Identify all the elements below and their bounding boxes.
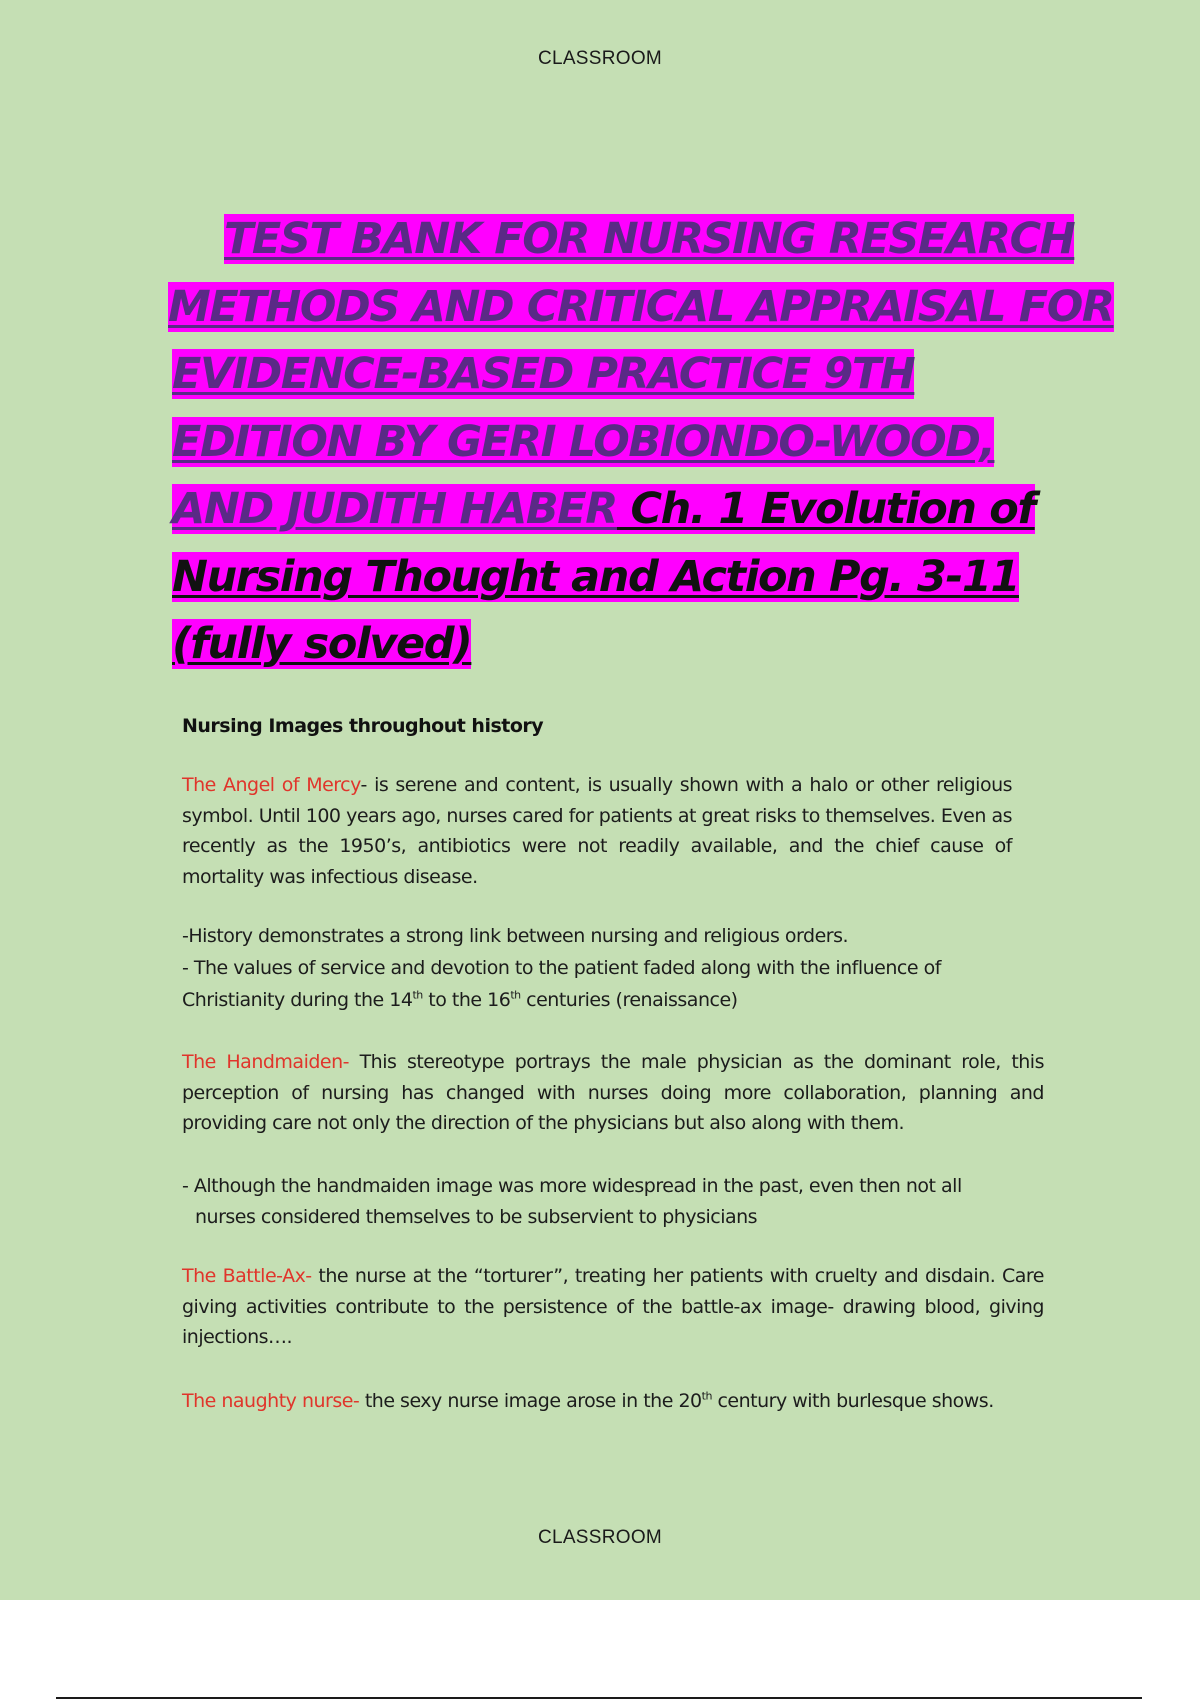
history-sup-1: th [412, 988, 423, 1002]
handmaiden-paragraph [182, 1047, 1044, 1139]
handmaiden-label: The Handmaiden- [182, 1051, 350, 1073]
title-text-4: EDITION BY GERI LOBIONDO-WOOD, [172, 416, 995, 467]
angel-label: The Angel of Mercy [182, 774, 361, 796]
history-line-3a: Christianity during the 14 [182, 989, 413, 1011]
history-sup-2: th [510, 988, 521, 1002]
title-text-5b: Ch. 1 Evolution of [616, 484, 1035, 534]
history-line-1: -History demonstrates a strong link between nursing and religious orders. [182, 925, 849, 947]
naughty-text-b: century with burlesque shows. [711, 1390, 994, 1412]
document-title [168, 206, 1114, 679]
title-line-5 [172, 476, 1092, 544]
title-text-6: Nursing Thought and Action Pg. 3-11 [172, 551, 1019, 602]
battleax-text: the nurse at the “torturer”, treating her patients with cruelty and disdain. Care giving activities contribute to the persistence of the battle-ax image- drawing blood, giving injections…. [182, 1265, 1044, 1348]
naughty-paragraph [182, 1386, 1044, 1417]
naughty-sup: th [701, 1389, 712, 1403]
naughty-label: The naughty nurse- [182, 1390, 360, 1412]
naughty-text-a: the sexy nurse image arose in the 20 [359, 1390, 702, 1412]
history-paragraph [182, 920, 1044, 1016]
title-line-3 [172, 341, 1092, 409]
title-line-7 [172, 611, 1092, 679]
battleax-paragraph [182, 1261, 1044, 1353]
handmaiden-note-line-1: - Although the handmaiden image was more widespread in the past, even then not all [182, 1175, 962, 1197]
title-text-5a: AND JUDITH HABER [172, 484, 617, 534]
angel-text: - is serene and content, is usually shown with a halo or other religious symbol. Until 100 years ago, nurses cared for patients at great risks to themselves. Even as recently as the 1950’s, antibiotics were not readily available, and the chief cause of mortality was infectious disease. [182, 774, 1013, 888]
title-line-4 [172, 409, 1092, 477]
title-text-1: TEST BANK FOR NURSING RESEARCH [224, 214, 1075, 264]
title-text-7: (fully solved) [172, 619, 472, 669]
title-text-2: METHODS AND CRITICAL APPRAISAL FOR [168, 281, 1114, 332]
page-header: CLASSROOM [537, 48, 663, 69]
title-line-1 [172, 206, 1092, 274]
title-line-2 [168, 274, 1114, 342]
history-line-3c: centuries (renaissance) [520, 989, 738, 1011]
battleax-label: The Battle-Ax- [182, 1265, 312, 1287]
section-heading: Nursing Images throughout history [182, 715, 544, 737]
handmaiden-note [182, 1171, 1044, 1232]
title-text-3: EVIDENCE-BASED PRACTICE 9TH [172, 349, 915, 399]
handmaiden-text: This stereotype portrays the male physician as the dominant role, this perception of nursing has changed with nurses doing more collaboration, planning and providing care not only the direction of the physicians but also along with them. [182, 1051, 1044, 1134]
history-line-3b: to the 16 [422, 989, 511, 1011]
angel-paragraph [182, 770, 1012, 892]
history-line-2: - The values of service and devotion to the patient faded along with the influence of [182, 957, 941, 979]
page-footer: CLASSROOM [537, 1527, 663, 1548]
page-divider [56, 1697, 1142, 1699]
handmaiden-note-line-2: nurses considered themselves to be subservient to physicians [195, 1205, 758, 1228]
title-line-6 [172, 544, 1092, 612]
history-line-3 [182, 984, 1044, 1016]
